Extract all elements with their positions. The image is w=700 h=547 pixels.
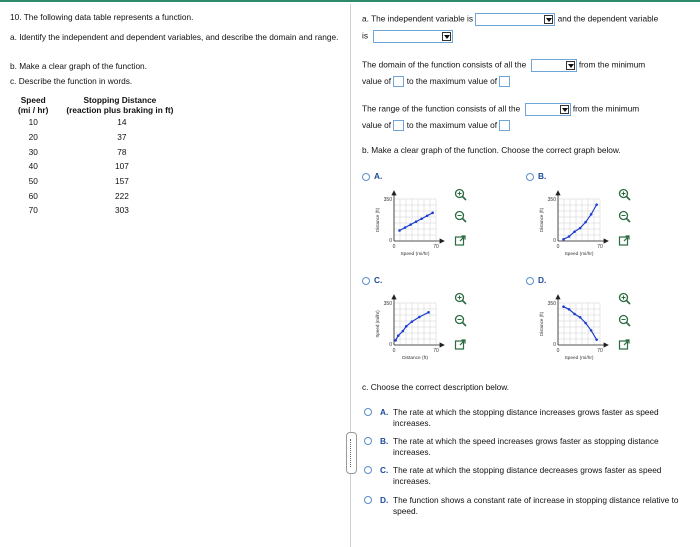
table-row: [14, 174, 177, 189]
table-row: [14, 130, 177, 145]
radio-button[interactable]: [362, 277, 370, 285]
x-origin-label: 0: [556, 348, 560, 354]
data-point: [573, 313, 576, 316]
data-point: [420, 217, 423, 220]
part-c-prompt: c. Choose the correct description below.: [362, 382, 510, 392]
range-value-of-text: value of: [362, 120, 392, 130]
radio-button[interactable]: [362, 173, 370, 181]
option-letter: B.: [538, 171, 547, 181]
distance-cell: 78: [117, 146, 127, 157]
zoom-out-icon[interactable]: [454, 314, 467, 327]
speed-header-line1: Speed: [20, 95, 46, 105]
data-point: [431, 212, 434, 215]
data-point: [418, 316, 421, 319]
graph-grid: [558, 199, 600, 241]
radio-button[interactable]: [364, 437, 372, 445]
option-letter: A.: [374, 171, 383, 181]
x-axis-label: Distance (ft): [402, 356, 428, 361]
range-max-input[interactable]: [499, 120, 510, 131]
data-point: [595, 338, 598, 341]
zoom-out-icon[interactable]: [618, 210, 631, 223]
y-axis-label: Distance (ft): [539, 207, 544, 233]
radio-button[interactable]: [526, 277, 534, 285]
graph-grid: [394, 199, 436, 241]
table-row: [14, 115, 177, 130]
radio-button[interactable]: [526, 173, 534, 181]
data-point: [584, 221, 587, 224]
zoom-out-icon-svg: [618, 210, 631, 223]
data-point: [579, 227, 582, 230]
x-tick-label: 70: [433, 348, 439, 354]
speed-cell: 20: [28, 132, 38, 143]
part-b-prompt: b. Make a clear graph of the function. Choose the correct graph below.: [362, 145, 621, 155]
distance-header-line2: (reaction plus braking in ft): [66, 105, 174, 115]
x-tick-label: 70: [433, 244, 439, 250]
series-line: [564, 205, 597, 240]
distance-cell: 107: [114, 161, 129, 172]
data-point: [562, 305, 565, 308]
distance-cell: 14: [117, 117, 127, 128]
y-tick-label: 350: [547, 197, 556, 203]
part-a-text-end: and the dependent variable: [557, 13, 659, 24]
zoom-in-icon[interactable]: [618, 188, 631, 201]
zoom-out-icon-svg: [618, 314, 631, 327]
x-axis-label: Speed (mi/hr): [564, 356, 594, 361]
option-text: The rate at which the stopping distance decreases grows faster as speed increases.: [393, 465, 662, 486]
range-to-max-text: to the maximum value of: [406, 120, 498, 130]
speed-cell: 50: [28, 176, 38, 187]
chevron-down-icon: [544, 15, 553, 24]
graph-svg: [536, 289, 616, 369]
y-axis-label: Distance (ft): [539, 311, 544, 337]
zoom-out-icon[interactable]: [454, 210, 467, 223]
graph-svg: [372, 185, 452, 265]
y-origin-label: 0: [553, 342, 556, 348]
distance-cell: 157: [114, 176, 129, 187]
part-b-instruction: b. Make a clear graph of the function.: [10, 61, 147, 71]
x-origin-label: 0: [392, 244, 396, 250]
zoom-in-icon-svg: [618, 292, 631, 305]
dependent-variable-dropdown[interactable]: [373, 30, 453, 43]
y-tick-label: 350: [383, 301, 392, 307]
graph-option-a[interactable]: [362, 171, 382, 181]
speed-cell: 60: [28, 190, 38, 201]
data-point: [579, 316, 582, 319]
data-point: [409, 223, 412, 226]
graph-thumbnail: [536, 185, 616, 267]
graph-svg: [372, 289, 452, 369]
zoom-in-icon-svg: [618, 188, 631, 201]
popout-icon-svg: [454, 234, 467, 247]
data-point: [427, 311, 430, 314]
graph-option-c[interactable]: [362, 275, 382, 285]
domain-text: The domain of the function consists of all the: [362, 59, 527, 70]
data-table: [14, 95, 177, 218]
data-point: [394, 339, 397, 342]
top-accent-bar: [0, 0, 700, 2]
graph-thumbnail: [372, 289, 452, 371]
data-point: [398, 229, 401, 232]
domain-value-of-text: value of: [362, 76, 392, 86]
speed-cell: 40: [28, 161, 38, 172]
zoom-out-icon-svg: [454, 314, 467, 327]
graph-grid: [394, 303, 436, 345]
range-line1: [362, 103, 639, 116]
speed-cell: 30: [28, 146, 38, 157]
popout-icon-svg: [618, 338, 631, 351]
domain-to-max-text: to the maximum value of: [406, 76, 498, 86]
data-point: [405, 325, 408, 328]
popout-icon-svg: [454, 338, 467, 351]
data-point: [568, 308, 571, 311]
x-origin-label: 0: [392, 348, 396, 354]
data-point: [595, 203, 598, 206]
domain-dropdown[interactable]: [531, 59, 577, 72]
data-point: [573, 230, 576, 233]
range-dropdown[interactable]: [525, 103, 571, 116]
data-point: [402, 330, 405, 333]
radio-button[interactable]: [364, 408, 372, 416]
chevron-down-icon: [560, 105, 569, 114]
range-text: The range of the function consists of all the: [362, 103, 521, 114]
data-point: [415, 220, 418, 223]
part-c-instruction: c. Describe the function in words.: [10, 76, 133, 86]
distance-cell: 37: [117, 132, 127, 143]
part-a-line1: [362, 13, 658, 26]
zoom-in-icon[interactable]: [618, 292, 631, 305]
range-line2: [362, 120, 510, 131]
radio-button[interactable]: [364, 466, 372, 474]
option-text: The rate at which the speed increases grows faster as stopping distance increases.: [393, 436, 659, 457]
distance-header: [52, 95, 177, 115]
range-from-text: from the minimum: [572, 103, 640, 114]
option-text: The rate at which the stopping distance increases grows faster as speed increases.: [393, 407, 659, 428]
y-axis-label: Speed (mi/hr): [375, 310, 380, 338]
x-origin-label: 0: [556, 244, 560, 250]
popout-icon[interactable]: [618, 338, 631, 351]
data-point: [426, 215, 429, 218]
part-a-instruction: a. Identify the independent and dependent variables, and describe the domain and range.: [10, 32, 339, 42]
option-letter: C.: [374, 275, 383, 285]
popout-icon[interactable]: [454, 338, 467, 351]
option-text: The function shows a constant rate of increase in stopping distance relative to speed.: [393, 495, 679, 516]
option-letter: D.: [380, 495, 389, 505]
x-tick-label: 70: [597, 348, 603, 354]
graph-thumbnail: [372, 185, 452, 267]
graph-grid: [558, 303, 600, 345]
speed-cell: 70: [28, 205, 38, 216]
graph-svg: [536, 185, 616, 265]
panel-resize-handle[interactable]: [346, 432, 357, 474]
y-axis-label: Distance (ft): [375, 207, 380, 233]
graph-option-b[interactable]: [526, 171, 546, 181]
y-tick-label: 350: [383, 197, 392, 203]
data-point: [590, 329, 593, 332]
y-origin-label: 0: [389, 342, 392, 348]
part-a-line2: [362, 30, 453, 43]
speed-header-line2: (mi / hr): [18, 105, 49, 115]
option-letter: C.: [380, 465, 389, 475]
distance-header-line1: Stopping Distance: [83, 95, 157, 105]
data-point: [404, 226, 407, 229]
option-letter: B.: [380, 436, 389, 446]
table-row: [14, 144, 177, 159]
option-letter: A.: [380, 407, 389, 417]
graph-thumbnail: [536, 289, 616, 371]
y-origin-label: 0: [553, 238, 556, 244]
range-min-input[interactable]: [393, 120, 404, 131]
data-point: [568, 235, 571, 238]
chevron-down-icon: [566, 61, 575, 70]
data-point: [411, 320, 414, 323]
distance-cell: 303: [114, 205, 129, 216]
speed-cell: 10: [28, 117, 38, 128]
popout-icon[interactable]: [454, 234, 467, 247]
zoom-in-icon[interactable]: [454, 292, 467, 305]
zoom-out-icon[interactable]: [618, 314, 631, 327]
data-point: [562, 238, 565, 241]
series-line: [564, 307, 597, 340]
graph-option-d[interactable]: [526, 275, 546, 285]
x-axis-label: Speed (mi/hr): [564, 252, 594, 257]
popout-icon-svg: [618, 234, 631, 247]
domain-line1: [362, 59, 645, 72]
y-origin-label: 0: [389, 238, 392, 244]
x-axis-label: Speed (mi/hr): [400, 252, 430, 257]
part-a-text: a. The independent variable is: [362, 13, 474, 24]
table-row: [14, 188, 177, 203]
data-point: [590, 213, 593, 216]
zoom-in-icon[interactable]: [454, 188, 467, 201]
option-letter: D.: [538, 275, 547, 285]
data-point: [584, 322, 587, 325]
popout-icon[interactable]: [618, 234, 631, 247]
domain-max-input[interactable]: [499, 76, 510, 87]
table-row: [14, 159, 177, 174]
domain-from-text: from the minimum: [578, 59, 646, 70]
table-row: [14, 203, 177, 218]
independent-variable-dropdown[interactable]: [475, 13, 555, 26]
zoom-out-icon-svg: [454, 210, 467, 223]
question-title: 10. The following data table represents a function.: [10, 12, 194, 22]
radio-button[interactable]: [364, 496, 372, 504]
zoom-in-icon-svg: [454, 188, 467, 201]
y-tick-label: 350: [547, 301, 556, 307]
distance-cell: 222: [114, 190, 129, 201]
chevron-down-icon: [442, 32, 451, 41]
zoom-in-icon-svg: [454, 292, 467, 305]
domain-min-input[interactable]: [393, 76, 404, 87]
domain-line2: [362, 76, 510, 87]
part-a-is-text: is: [362, 30, 368, 41]
data-point: [397, 334, 400, 337]
speed-header: [14, 95, 52, 115]
x-tick-label: 70: [597, 244, 603, 250]
